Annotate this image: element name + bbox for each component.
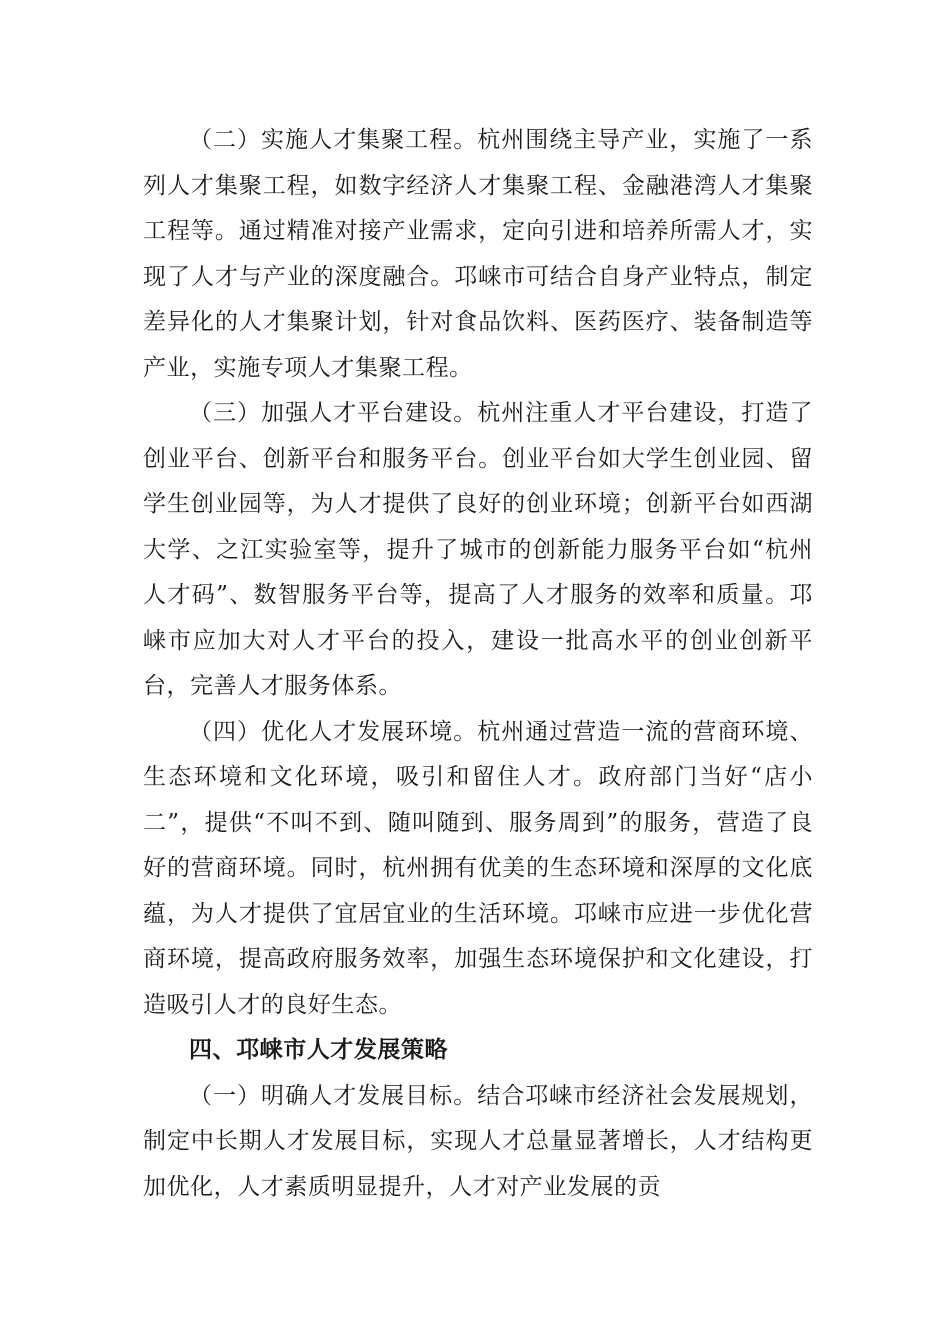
- paragraph-talent-environment: [143, 710, 813, 1029]
- paragraph-body: 杭州注重人才平台建设，打造了创业平台、创新平台和服务平台。创业平台如大学生创业园、留学生创业园等，为人才提供了良好的创业环境；创新平台如西湖大学、之江实验室等，提升了城市的创新能力服务平台如“杭州人才码”、数智服务平台等，提高了人才服务的效率和质量。邛崃市应加大对人才平台的投入，建设一批高水平的创业创新平台，完善人才服务体系。: [143, 400, 813, 699]
- document-body: [143, 118, 813, 1210]
- paragraph-body: 杭州通过营造一流的营商环境、生态环境和文化环境，吸引和留住人才。政府部门当好“店小二”，提供“不叫不到、随叫随到、服务周到”的服务，营造了良好的营商环境。同时，杭州拥有优美的生态环境和深厚的文化底蕴，为人才提供了宜居宜业的生活环境。邛崃市应进一步优化营商环境，提高政府服务效率，加强生态环境保护和文化建设，打造吸引人才的良好生态。: [143, 718, 813, 1018]
- paragraph-lead: （三）加强人才平台建设。: [189, 400, 478, 426]
- paragraph-body: 杭州围绕主导产业，实施了一系列人才集聚工程，如数字经济人才集聚工程、金融港湾人才集聚工程等。通过精准对接产业需求，定向引进和培养所需人才，实现了人才与产业的深度融合。邛崃市可结合自身产业特点，制定差异化的人才集聚计划，针对食品饮料、医药医疗、装备制造等产业，实施专项人才集聚工程。: [143, 127, 813, 381]
- paragraph-lead: （四）优化人才发展环境。: [189, 718, 478, 745]
- paragraph-lead: （二）实施人才集聚工程。: [189, 127, 478, 153]
- paragraph-talent-goals: [143, 1074, 813, 1211]
- paragraph-talent-platform: [143, 391, 813, 710]
- paragraph-body: 结合邛崃市经济社会发展规划，制定中长期人才发展目标，实现人才总量显著增长，人才结构更加优化，人才素质明显提升，人才对产业发展的贡: [143, 1082, 813, 1200]
- paragraph-lead: （一）明确人才发展目标。: [189, 1082, 478, 1109]
- section-heading: 四、邛崃市人才发展策略: [189, 1037, 449, 1063]
- paragraph-talent-gathering: [143, 118, 813, 391]
